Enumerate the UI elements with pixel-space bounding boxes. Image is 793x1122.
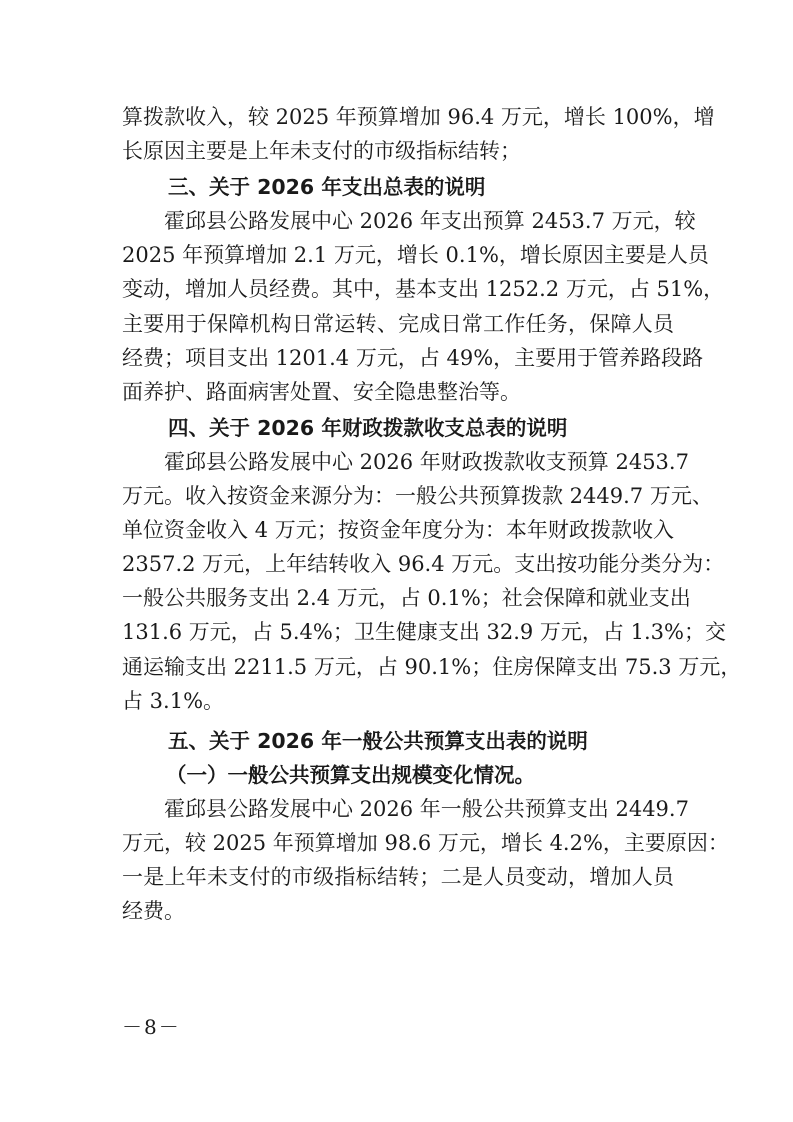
subsection-heading: （一）一般公共预算支出规模变化情况。 <box>166 762 535 787</box>
text-line: 2357.2 万元，上年结转收入 96.4 万元。支出按功能分类分为： <box>122 552 725 577</box>
section-heading-4: 四、关于 2026 年财政拨款收支总表的说明 <box>168 415 568 440</box>
section-heading-5: 五、关于 2026 年一般公共预算支出表的说明 <box>168 728 588 753</box>
text-line: 2025 年预算增加 2.1 万元，增长 0.1%，增长原因主要是人员 <box>122 243 709 268</box>
text-line: 主要用于保障机构日常运转、完成日常工作任务，保障人员 <box>122 311 674 336</box>
text-line: 变动，增加人员经费。其中，基本支出 1252.2 万元，占 51%， <box>122 277 725 302</box>
document-body <box>122 100 742 928</box>
text-line: 霍邱县公路发展中心 2026 年一般公共预算支出 2449.7 <box>164 796 689 821</box>
text-line: 占 3.1%。 <box>122 688 225 713</box>
page-number: －8－ <box>122 1015 181 1039</box>
section-5-paragraph <box>122 792 729 928</box>
section-4-paragraph <box>122 445 742 718</box>
section-3-paragraph <box>122 204 725 409</box>
text-line: 长原因主要是上年未支付的市级指标结转； <box>122 139 521 164</box>
text-line: 面养护、路面病害处置、安全隐患整治等。 <box>122 379 521 404</box>
text-line: 131.6 万元，占 5.4%；卫生健康支出 32.9 万元，占 1.3%；交 <box>122 620 726 645</box>
text-line: 经费。 <box>122 899 185 924</box>
section-heading-3: 三、关于 2026 年支出总表的说明 <box>168 175 486 200</box>
text-line: 一般公共服务支出 2.4 万元，占 0.1%；社会保障和就业支出 <box>122 586 691 611</box>
text-line: 万元。收入按资金来源分为：一般公共预算拨款 2449.7 万元、 <box>122 484 713 509</box>
paragraph-continued <box>122 100 715 168</box>
text-line: 万元，较 2025 年预算增加 98.6 万元，增长 4.2%，主要原因： <box>122 830 729 855</box>
text-line: 单位资金收入 4 万元；按资金年度分为：本年财政拨款收入 <box>122 518 674 543</box>
text-line: 算拨款收入，较 2025 年预算增加 96.4 万元，增长 100%，增 <box>122 105 715 129</box>
text-line: 一是上年未支付的市级指标结转；二是人员变动，增加人员 <box>122 865 674 890</box>
text-line: 经费；项目支出 1201.4 万元，占 49%，主要用于管养路段路 <box>122 345 704 370</box>
text-line: 霍邱县公路发展中心 2026 年财政拨款收支预算 2453.7 <box>164 449 689 474</box>
text-line: 通运输支出 2211.5 万元，占 90.1%；住房保障支出 75.3 万元， <box>122 654 742 679</box>
text-line: 霍邱县公路发展中心 2026 年支出预算 2453.7 万元，较 <box>164 209 696 234</box>
